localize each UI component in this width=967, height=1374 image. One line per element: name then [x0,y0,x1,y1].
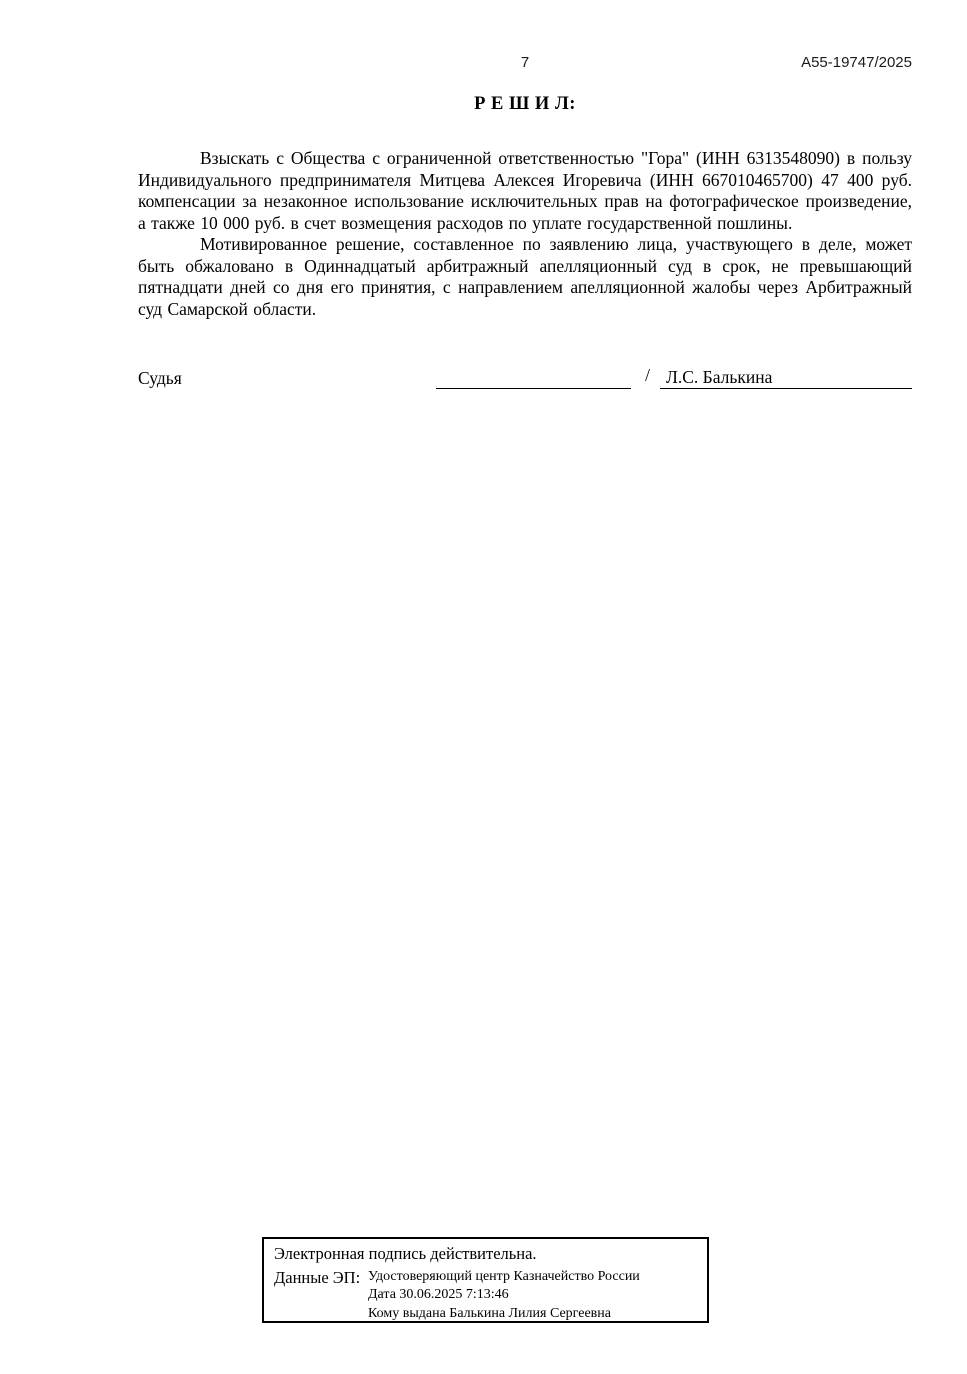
judge-signature-row [138,366,912,389]
ruling-paragraph-appeal: Мотивированное решение, составленное по заявлению лица, участвующего в деле, может быть обжаловано в Одиннадцатый арбитражный апелляционный суд в срок, не превышающий пятнадцати дней со дня его принятия, с направлением апелляционной жалобы через Арбитражный суд Самарской области. [138,234,912,319]
esign-issued-to: Кому выдана Балькина Лилия Сергеевна [368,1305,611,1321]
page-number: 7 [520,54,530,71]
signature-blank-line [436,366,631,389]
esign-date: Дата 30.06.2025 7:13:46 [368,1287,509,1303]
esign-data-row [274,1268,697,1323]
esign-data-lines [368,1268,697,1323]
document-header [138,54,912,72]
esign-certification-center: Удостоверяющий центр Казначейство России [368,1269,640,1284]
signature-separator: / [645,365,650,385]
document-content [138,0,912,389]
ruling-paragraph-compensation: Взыскать с Общества с ограниченной ответственностью "Гора" (ИНН 6313548090) в пользу Индивидуального предпринимателя Митцева Алексея Игоревича (ИНН 667010465700) 47 400 руб. компенсации за незаконное использование исключительных прав на фотографическое произведение, а также 10 000 руб. в счет возмещения расходов по уплате государственной пошлины. [138,148,912,233]
ruling-heading: Р Е Ш И Л: [474,94,576,114]
esign-data-label: Данные ЭП: [274,1268,361,1287]
case-number: А55-19747/2025 [801,54,912,71]
judge-name: Л.С. Балькина [660,366,912,389]
esign-validity-text: Электронная подпись действительна. [274,1244,537,1263]
electronic-signature-stamp [262,1237,709,1323]
ruling-body [138,148,912,320]
judge-label: Судья [138,368,182,388]
